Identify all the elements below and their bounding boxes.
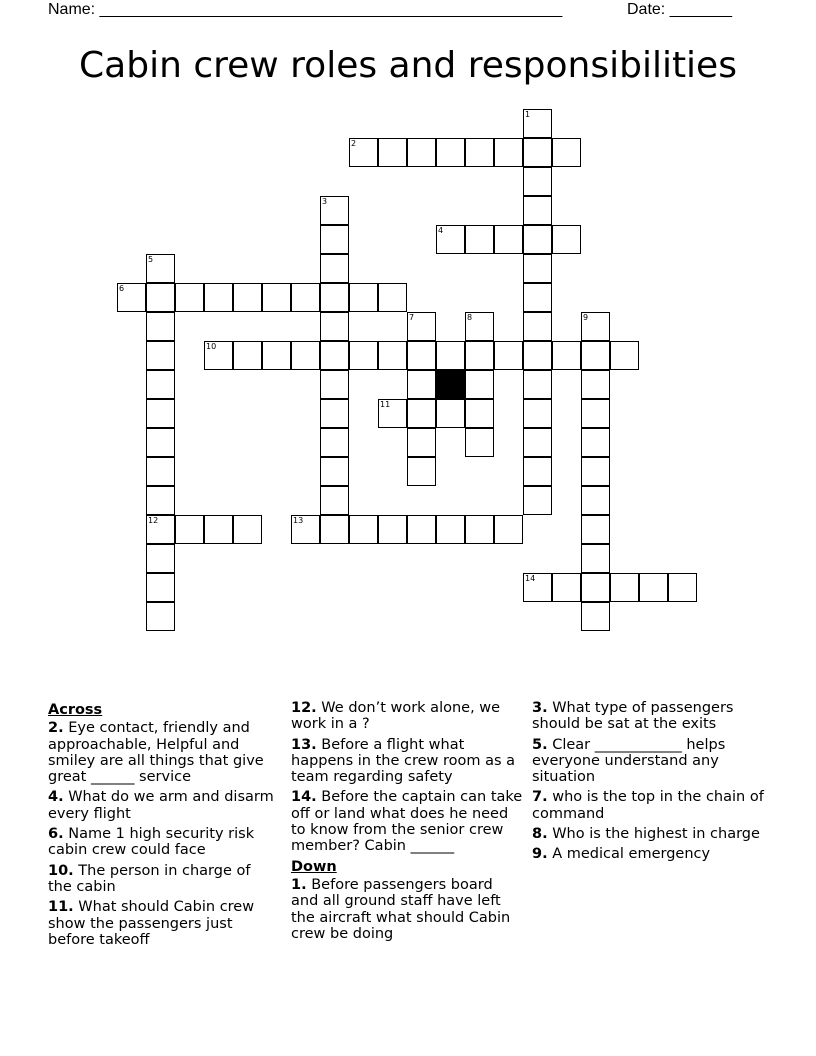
cell-number: 14 (525, 574, 536, 583)
clue-number: 9. (532, 846, 548, 863)
grid-cell[interactable] (378, 399, 407, 428)
clues-column-2 (291, 700, 523, 946)
grid-cell[interactable] (581, 370, 610, 399)
grid-cell[interactable] (233, 341, 262, 370)
cell-number: 7 (409, 313, 415, 322)
grid-cell[interactable] (581, 312, 610, 341)
clues-column-1 (48, 700, 278, 952)
grid-cell[interactable] (204, 341, 233, 370)
grid-cell[interactable] (523, 370, 552, 399)
grid-cell[interactable] (494, 138, 523, 167)
grid-cell[interactable] (610, 341, 639, 370)
cell-number: 6 (119, 284, 125, 293)
clue-down-5 (532, 737, 768, 786)
grid-cell[interactable] (523, 312, 552, 341)
grid-cell[interactable] (233, 283, 262, 312)
clue-down-7 (532, 789, 768, 822)
cell-number: 5 (148, 255, 154, 264)
grid-cell[interactable] (146, 341, 175, 370)
grid-cell[interactable] (552, 341, 581, 370)
grid-cell[interactable] (320, 515, 349, 544)
grid-cell[interactable] (465, 370, 494, 399)
grid-cell[interactable] (523, 457, 552, 486)
grid-cell[interactable] (378, 341, 407, 370)
grid-cell[interactable] (146, 370, 175, 399)
grid-cell[interactable] (320, 341, 349, 370)
grid-cell[interactable] (146, 486, 175, 515)
grid-cell[interactable] (146, 515, 175, 544)
grid-cell[interactable] (262, 283, 291, 312)
grid-cell[interactable] (291, 341, 320, 370)
clue-number: 3. (532, 700, 548, 716)
name-field-label[interactable]: Name: ____________________________________________________ (48, 1, 563, 18)
grid-cell[interactable] (146, 602, 175, 631)
grid-cell[interactable] (320, 254, 349, 283)
grid-cell[interactable] (378, 138, 407, 167)
clue-text: Before the captain can take off or land what does he need to know from the senior crew member? Cabin ______ (291, 789, 523, 855)
grid-cell[interactable] (523, 225, 552, 254)
grid-cell[interactable] (233, 515, 262, 544)
clue-text: What type of passengers should be sat at the exits (532, 700, 734, 733)
clue-number: 13. (291, 736, 317, 753)
clue-number: 8. (532, 826, 548, 843)
cell-number: 11 (380, 400, 391, 409)
grid-cell[interactable] (581, 544, 610, 573)
grid-cell[interactable] (407, 428, 436, 457)
clue-text: Who is the highest in charge (552, 826, 760, 843)
grid-cell[interactable] (320, 196, 349, 225)
cell-number: 4 (438, 226, 444, 235)
clue-across-2 (48, 720, 278, 785)
grid-cell[interactable] (146, 312, 175, 341)
clue-number: 14. (291, 789, 317, 806)
cell-number: 1 (525, 110, 531, 119)
grid-cell[interactable] (378, 283, 407, 312)
grid-cell[interactable] (320, 486, 349, 515)
grid-cell[interactable] (117, 283, 146, 312)
grid-cell[interactable] (552, 573, 581, 602)
down-heading: Down (291, 858, 337, 875)
grid-cell[interactable] (262, 341, 291, 370)
grid-cell[interactable] (175, 515, 204, 544)
grid-cell[interactable] (320, 370, 349, 399)
grid-cell[interactable] (291, 515, 320, 544)
clue-number: 2. (48, 720, 64, 737)
cell-number: 8 (467, 313, 473, 322)
grid-cell[interactable] (465, 428, 494, 457)
grid-cell[interactable] (494, 515, 523, 544)
grid-cell[interactable] (204, 283, 233, 312)
grid-cell[interactable] (407, 138, 436, 167)
grid-cell[interactable] (146, 457, 175, 486)
grid-cell[interactable] (581, 515, 610, 544)
clue-across-11 (48, 899, 278, 948)
grid-cell[interactable] (610, 573, 639, 602)
cell-number: 13 (293, 516, 304, 525)
clue-text: Clear ____________ helps everyone understand any situation (532, 736, 726, 786)
grid-cell[interactable] (465, 312, 494, 341)
grid-cell[interactable] (465, 515, 494, 544)
clue-text: What should Cabin crew show the passengers just before takeoff (48, 899, 255, 948)
grid-cell[interactable] (407, 370, 436, 399)
clue-number: 6. (48, 826, 64, 843)
grid-cell[interactable] (320, 457, 349, 486)
clue-across-4 (48, 789, 278, 822)
clue-text: We don’t work alone, we work in a ? (291, 700, 501, 733)
clues-column-3 (532, 700, 768, 867)
grid-cell[interactable] (436, 225, 465, 254)
clue-text: Before passengers board and all ground staff have left the aircraft what should Cabin crew be doing (291, 876, 511, 942)
date-field-label[interactable]: Date: _______ (627, 1, 732, 18)
page-title: Cabin crew roles and responsibilities (79, 45, 737, 86)
grid-cell[interactable] (523, 138, 552, 167)
grid-cell[interactable] (581, 573, 610, 602)
grid-cell[interactable] (523, 428, 552, 457)
grid-cell[interactable] (349, 341, 378, 370)
grid-cell[interactable] (146, 399, 175, 428)
grid-cell[interactable] (436, 399, 465, 428)
grid-cell[interactable] (581, 602, 610, 631)
grid-cell[interactable] (494, 225, 523, 254)
grid-cell[interactable] (407, 457, 436, 486)
clue-text: who is the top in the chain of command (532, 789, 764, 822)
clue-number: 5. (532, 736, 548, 753)
clue-across-12 (291, 700, 523, 733)
cell-number: 12 (148, 516, 159, 525)
grid-cell[interactable] (523, 573, 552, 602)
clue-text: Name 1 high security risk cabin crew could face (48, 826, 255, 859)
grid-cell[interactable] (523, 196, 552, 225)
grid-cell[interactable] (146, 254, 175, 283)
clue-number: 10. (48, 862, 74, 879)
grid-cell[interactable] (552, 138, 581, 167)
cell-number: 2 (351, 139, 357, 148)
grid-cell[interactable] (349, 138, 378, 167)
clue-text: Eye contact, friendly and approachable, Helpful and smiley are all things that give great ______ service (48, 720, 264, 786)
grid-cell[interactable] (146, 428, 175, 457)
grid-cell[interactable] (175, 283, 204, 312)
cell-number: 9 (583, 313, 589, 322)
blocked-cell (436, 370, 465, 399)
grid-cell[interactable] (523, 399, 552, 428)
grid-cell[interactable] (291, 283, 320, 312)
grid-cell[interactable] (465, 341, 494, 370)
grid-cell[interactable] (465, 225, 494, 254)
clue-across-6 (48, 826, 278, 859)
grid-cell[interactable] (436, 341, 465, 370)
grid-cell[interactable] (523, 109, 552, 138)
grid-cell[interactable] (523, 254, 552, 283)
grid-cell[interactable] (407, 399, 436, 428)
grid-cell[interactable] (581, 341, 610, 370)
grid-cell[interactable] (465, 138, 494, 167)
grid-cell[interactable] (320, 312, 349, 341)
cell-number: 3 (322, 197, 328, 206)
clue-number: 12. (291, 700, 317, 716)
clue-down-9 (532, 846, 768, 862)
grid-cell[interactable] (407, 515, 436, 544)
clue-down-3 (532, 700, 768, 733)
clue-number: 7. (532, 789, 548, 806)
grid-cell[interactable] (349, 515, 378, 544)
clue-across-13 (291, 737, 523, 786)
grid-cell[interactable] (320, 225, 349, 254)
clue-text: A medical emergency (552, 846, 711, 863)
grid-cell[interactable] (146, 283, 175, 312)
grid-cell[interactable] (668, 573, 697, 602)
grid-cell[interactable] (581, 486, 610, 515)
grid-cell[interactable] (639, 573, 668, 602)
clue-across-14 (291, 789, 523, 854)
grid-cell[interactable] (581, 428, 610, 457)
grid-cell[interactable] (436, 515, 465, 544)
grid-cell[interactable] (581, 399, 610, 428)
grid-cell[interactable] (465, 399, 494, 428)
grid-cell[interactable] (146, 544, 175, 573)
clue-text: Before a flight what happens in the crew room as a team regarding safety (291, 736, 516, 786)
cell-number: 10 (206, 342, 217, 351)
clue-down-8 (532, 826, 768, 842)
clue-number: 11. (48, 899, 74, 916)
grid-cell[interactable] (320, 399, 349, 428)
grid-cell[interactable] (349, 283, 378, 312)
grid-cell[interactable] (523, 486, 552, 515)
grid-cell[interactable] (523, 167, 552, 196)
clue-text: The person in charge of the cabin (48, 862, 251, 895)
grid-cell[interactable] (581, 457, 610, 486)
grid-cell[interactable] (523, 341, 552, 370)
grid-cell[interactable] (407, 312, 436, 341)
grid-cell[interactable] (204, 515, 233, 544)
across-heading: Across (48, 702, 103, 718)
clue-text: What do we arm and disarm every flight (48, 789, 274, 822)
grid-cell[interactable] (552, 225, 581, 254)
clue-across-10 (48, 863, 278, 896)
grid-cell[interactable] (320, 283, 349, 312)
grid-cell[interactable] (436, 138, 465, 167)
grid-cell[interactable] (320, 428, 349, 457)
grid-cell[interactable] (378, 515, 407, 544)
clue-down-1 (291, 877, 523, 942)
grid-cell[interactable] (146, 573, 175, 602)
grid-cell[interactable] (407, 341, 436, 370)
clue-number: 1. (291, 876, 307, 893)
grid-cell[interactable] (494, 341, 523, 370)
grid-cell[interactable] (523, 283, 552, 312)
clue-number: 4. (48, 789, 64, 806)
